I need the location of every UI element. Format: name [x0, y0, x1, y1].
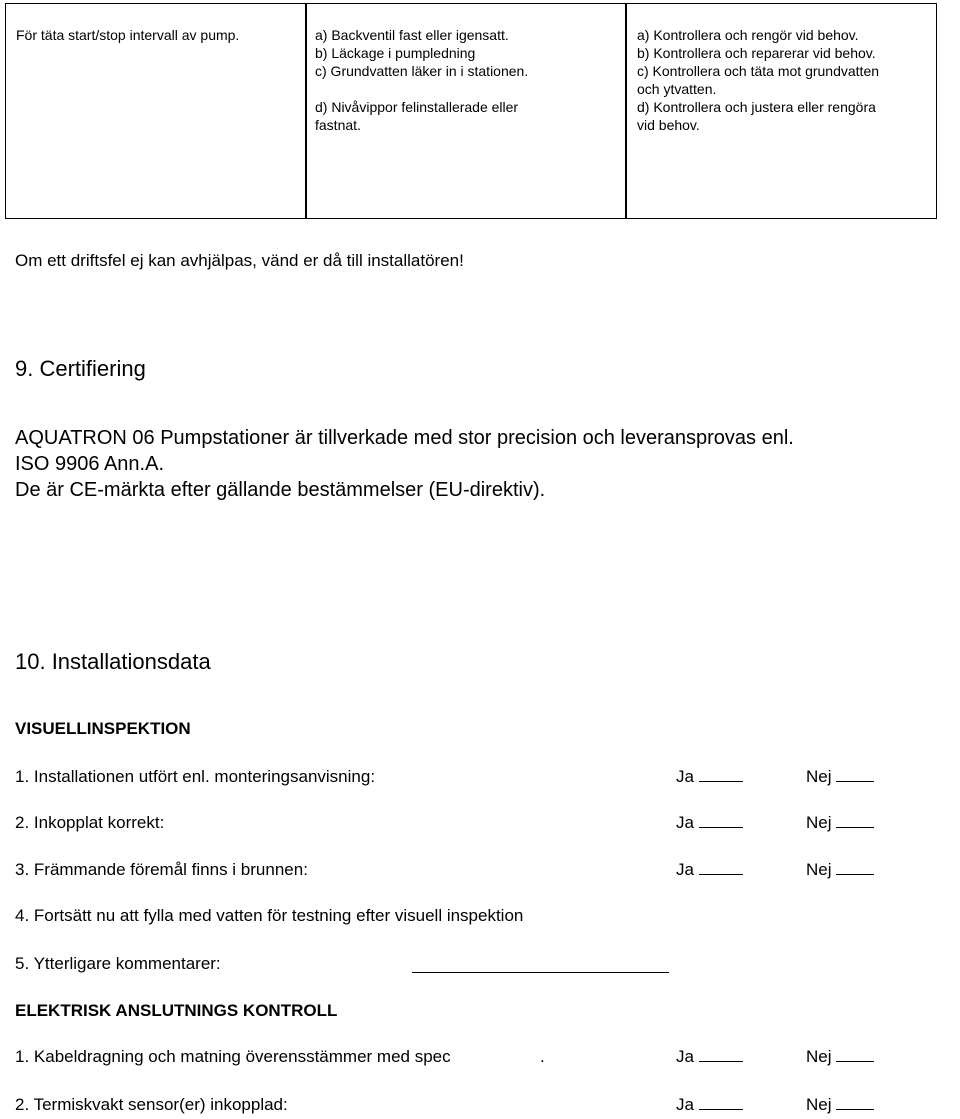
yes-blank[interactable]: [699, 826, 743, 828]
certification-text: [15, 425, 955, 503]
cause-line: fastnat.: [315, 117, 361, 133]
cell-cause: [315, 26, 615, 134]
support-note: Om ett driftsfel ej kan avhjälpas, vänd er då till installatören!: [15, 251, 464, 270]
no-option[interactable]: [806, 813, 874, 833]
cause-line: c) Grundvatten läker in i stationen.: [315, 63, 529, 79]
cell-action: [637, 26, 932, 134]
no-option[interactable]: [806, 1095, 874, 1115]
yes-option[interactable]: [676, 767, 743, 787]
no-label: Nej: [806, 1095, 832, 1114]
cell-problem: [16, 26, 301, 44]
section-9-heading: 9. Certifiering: [15, 356, 146, 381]
no-option[interactable]: [806, 767, 874, 787]
yes-blank[interactable]: [699, 780, 743, 782]
no-blank[interactable]: [836, 1060, 874, 1062]
cause-spacer: [315, 80, 615, 98]
yes-option[interactable]: [676, 860, 743, 880]
no-label: Nej: [806, 813, 832, 832]
action-line: d) Kontrollera och justera eller rengöra: [637, 99, 876, 115]
no-option[interactable]: [806, 1047, 874, 1067]
yes-option[interactable]: [676, 813, 743, 833]
action-line: c) Kontrollera och täta mot grundvatten: [637, 63, 880, 79]
inspection-item-2: 2. Inkopplat korrekt:: [15, 813, 165, 832]
certification-line: ISO 9906 Ann.A.: [15, 453, 164, 475]
cause-line: a) Backventil fast eller igensatt.: [315, 27, 509, 43]
yes-label: Ja: [676, 767, 694, 786]
action-line: b) Kontrollera och reparerar vid behov.: [637, 45, 876, 61]
column-divider: [625, 4, 627, 218]
yes-label: Ja: [676, 1047, 694, 1066]
no-label: Nej: [806, 767, 832, 786]
no-option[interactable]: [806, 860, 874, 880]
cause-line: d) Nivåvippor felinstallerade eller: [315, 99, 519, 115]
troubleshooting-table: [5, 3, 937, 219]
yes-option[interactable]: [676, 1047, 743, 1067]
yes-option[interactable]: [676, 1095, 743, 1115]
yes-label: Ja: [676, 1095, 694, 1114]
no-label: Nej: [806, 1047, 832, 1066]
inspection-item-4: 4. Fortsätt nu att fylla med vatten för testning efter visuell inspektion: [15, 906, 524, 925]
electric-check-title: ELEKTRISK ANSLUTNINGS KONTROLL: [15, 1001, 338, 1020]
comments-line[interactable]: [412, 972, 669, 973]
yes-blank[interactable]: [699, 1108, 743, 1110]
action-line: vid behov.: [637, 117, 700, 133]
yes-blank[interactable]: [699, 873, 743, 875]
action-line: och ytvatten.: [637, 81, 717, 97]
section-10-heading: 10. Installationsdata: [15, 649, 211, 674]
yes-label: Ja: [676, 860, 694, 879]
no-blank[interactable]: [836, 1108, 874, 1110]
no-label: Nej: [806, 860, 832, 879]
visual-inspection-title: VISUELLINSPEKTION: [15, 719, 191, 738]
no-blank[interactable]: [836, 826, 874, 828]
cause-line: b) Läckage i pumpledning: [315, 45, 476, 61]
electric-item-1: 1. Kabeldragning och matning överensstämmer med spec: [15, 1047, 451, 1066]
inspection-item-3: 3. Främmande föremål finns i brunnen:: [15, 860, 308, 879]
electric-item-1-dot: .: [540, 1047, 545, 1066]
problem-text: För täta start/stop intervall av pump.: [16, 27, 240, 43]
action-line: a) Kontrollera och rengör vid behov.: [637, 27, 859, 43]
inspection-item-5: 5. Ytterligare kommentarer:: [15, 954, 221, 973]
no-blank[interactable]: [836, 873, 874, 875]
column-divider: [305, 4, 307, 218]
electric-item-2: 2. Termiskvakt sensor(er) inkopplad:: [15, 1095, 288, 1114]
certification-line: De är CE-märkta efter gällande bestämmelser (EU-direktiv).: [15, 479, 546, 501]
inspection-item-1: 1. Installationen utfört enl. monteringsanvisning:: [15, 767, 376, 786]
no-blank[interactable]: [836, 780, 874, 782]
yes-label: Ja: [676, 813, 694, 832]
certification-line: AQUATRON 06 Pumpstationer är tillverkade med stor precision och leveransprovas enl.: [15, 427, 794, 449]
yes-blank[interactable]: [699, 1060, 743, 1062]
